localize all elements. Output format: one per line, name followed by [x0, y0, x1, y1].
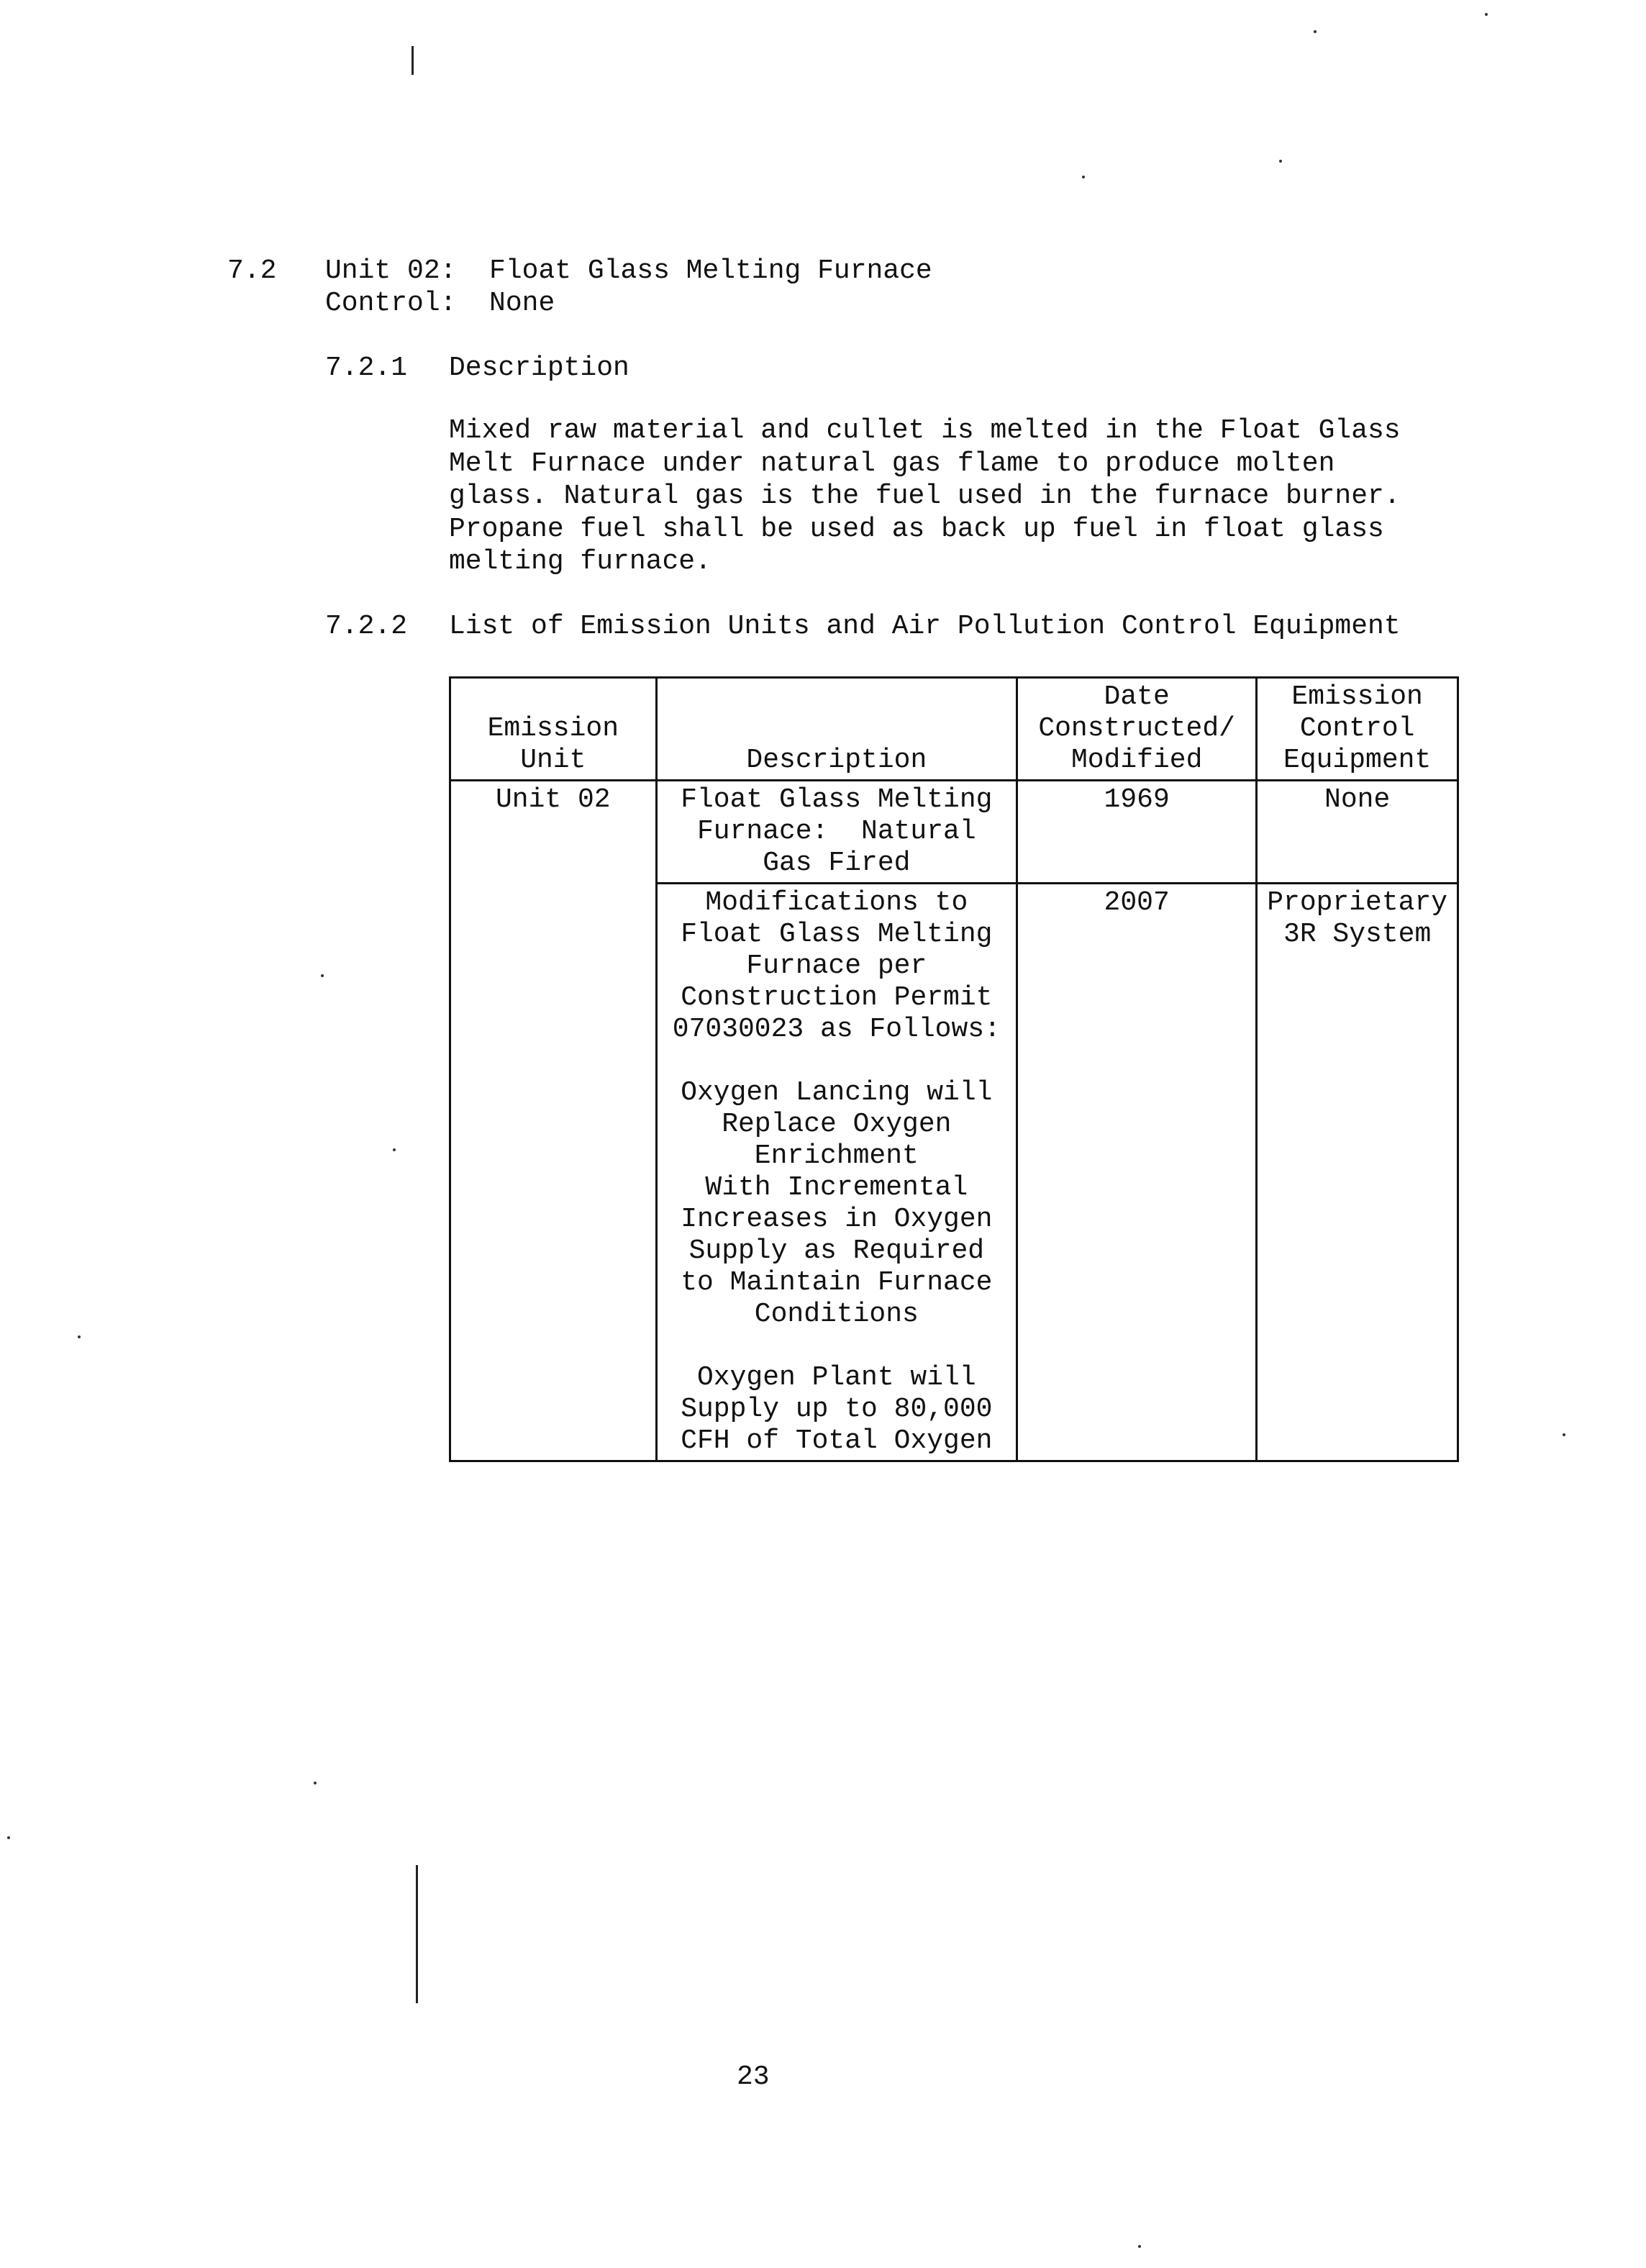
description-line: Mixed raw material and cullet is melted in the Float Glass [449, 415, 1401, 446]
scan-speck [321, 974, 324, 977]
cell-description: Float Glass Melting Furnace: Natural Gas Fired [656, 781, 1017, 884]
cell-date: 2007 [1017, 884, 1257, 1461]
subsection-list-number: 7.2.2 [325, 611, 408, 642]
description-line: glass. Natural gas is the fuel used in the furnace burner. [449, 481, 1401, 512]
scan-mark [416, 1865, 418, 2003]
scan-speck [1314, 30, 1317, 33]
header-control-equipment: Emission Control Equipment [1257, 678, 1458, 781]
scan-speck [393, 1148, 396, 1151]
header-description: Description [656, 678, 1017, 781]
scan-speck [7, 1836, 10, 1839]
description-line: Propane fuel shall be used as back up fuel in float glass [449, 513, 1384, 545]
description-line: Melt Furnace under natural gas flame to produce molten [449, 448, 1335, 479]
subsection-description-title: Description [449, 353, 629, 384]
subsection-list-title: List of Emission Units and Air Pollution Control Equipment [449, 611, 1401, 642]
cell-equipment: None [1257, 781, 1458, 884]
description-line: melting furnace. [449, 546, 711, 578]
scan-speck [1485, 13, 1488, 16]
scan-speck [1563, 1433, 1565, 1436]
cell-date: 1969 [1017, 781, 1257, 884]
table-row [450, 781, 1458, 884]
emission-units-table [449, 676, 1459, 1462]
unit-heading: Unit 02: Float Glass Melting Furnace [325, 255, 932, 286]
section-number: 7.2 [227, 255, 277, 286]
scan-speck [314, 1782, 317, 1784]
header-emission-unit: Emission Unit [450, 678, 657, 781]
scan-speck [78, 1335, 81, 1338]
scan-mark [412, 46, 414, 75]
header-date: Date Constructed/ Modified [1017, 678, 1257, 781]
page-number: 23 [737, 2061, 770, 2092]
cell-equipment: Proprietary 3R System [1257, 884, 1458, 1461]
subsection-description-number: 7.2.1 [325, 353, 408, 384]
control-heading: Control: None [325, 288, 555, 319]
scan-speck [1279, 160, 1282, 163]
scan-speck [1138, 2245, 1141, 2248]
scan-speck [1082, 176, 1085, 178]
description-paragraph [449, 414, 1528, 579]
table-header-row [450, 678, 1458, 781]
cell-unit: Unit 02 [450, 781, 657, 1461]
cell-description: Modifications to Float Glass Melting Furnace per Construction Permit 07030023 as Follows: Oxygen Lancing will Replace Oxygen Enrichment With Incremental Increases in Oxygen Supply as Required to Maintain Furnace Conditions Oxygen Plant will Supply up to 80,000 CFH of Total Oxygen [656, 884, 1017, 1461]
